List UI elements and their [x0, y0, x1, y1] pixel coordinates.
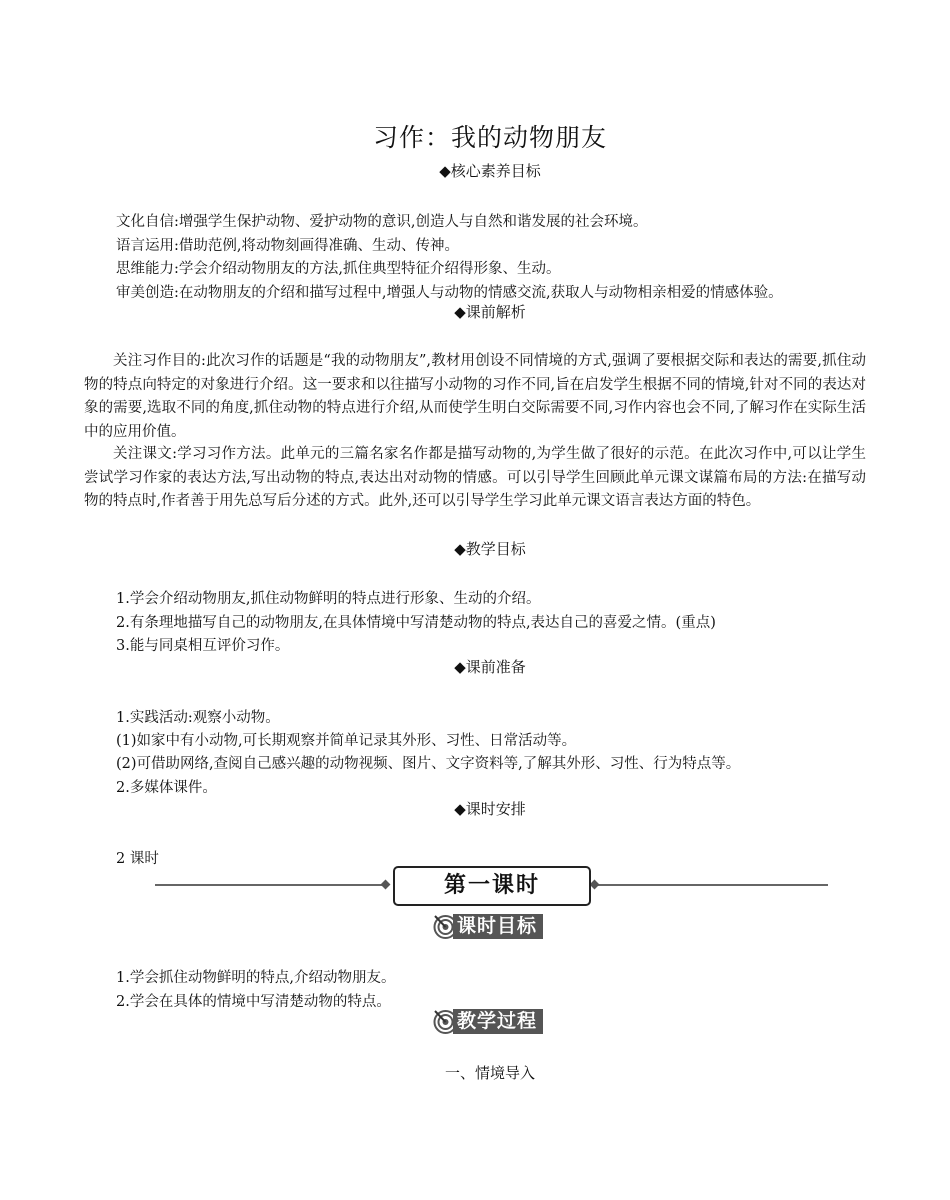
- badge-label: 课时目标: [453, 914, 543, 939]
- prep-line: (1)如家中有小动物,可长期观察并简单记录其外形、习性、日常活动等。: [116, 733, 577, 749]
- prep-line: (2)可借助网络,查阅自己感兴趣的动物视频、图片、文字资料等,了解其外形、习性、行为特点等。: [116, 756, 741, 772]
- banner-rule-left: [155, 884, 387, 886]
- lesson-goal-line: 1.学会抓住动物鲜明的特点,介绍动物朋友。: [116, 970, 396, 986]
- page-title: 习作：我的动物朋友: [372, 123, 607, 152]
- step-heading: 一、情境导入: [444, 1064, 535, 1082]
- analysis-paragraph: 关注习作目的:此次习作的话题是“我的动物朋友”,教材用创设不同情境的方式,强调了要根据交际和表达的需要,抓住动物的特点向特定的对象进行介绍。这一要求和以往描写小动物的习作不同,旨在启发学生根据不同的情境,针对不同的表达对象的需要,选取不同的角度,抓住动物的特点进行介绍,从而使学生明白交际需要不同,习作内容也会不同,了解习作在实际生活中的应用价值。: [84, 353, 866, 440]
- section-core-goals: ◆核心素养目标: [439, 162, 541, 180]
- schedule-text: 2 课时: [116, 851, 159, 867]
- analysis-paragraph: 关注课文:学习习作方法。此单元的三篇名家名作都是描写动物的,为学生做了很好的示范。在此次习作中,可以让学生尝试学习作家的表达方法,写出动物的特点,表达出对动物的情感。可以引导学生回顾此单元课文谋篇布局的方法:在描写动物的特点时,作者善于用先总写后分述的方式。此外,还可以引导学生学习此单元课文语言表达方面的特色。: [84, 446, 866, 509]
- goal-line: 1.学会介绍动物朋友,抓住动物鲜明的特点进行形象、生动的介绍。: [116, 591, 541, 607]
- goal-line: 2.有条理地描写自己的动物朋友,在具体情境中写清楚动物的特点,表达自己的喜爱之情。(重点): [116, 615, 716, 631]
- section-preparation: ◆课前准备: [454, 658, 526, 676]
- lesson-banner: 第一课时: [393, 866, 591, 906]
- banner-rule-right: [594, 884, 828, 886]
- section-pre-analysis: ◆课前解析: [454, 303, 526, 321]
- badge-teaching-process: [432, 1008, 543, 1035]
- badge-lesson-goals: [432, 913, 543, 940]
- banner-dot-right: [590, 880, 600, 890]
- core-line: 审美创造:在动物朋友的介绍和描写过程中,增强人与动物的情感交流,获取人与动物相亲相爱的情感体验。: [116, 285, 783, 301]
- core-line: 语言运用:借助范例,将动物刻画得准确、生动、传神。: [116, 238, 459, 254]
- section-teaching-goals: ◆教学目标: [454, 540, 526, 558]
- goal-line: 3.能与同桌相互评价习作。: [116, 638, 290, 654]
- core-line: 文化自信:增强学生保护动物、爱护动物的意识,创造人与自然和谐发展的社会环境。: [116, 214, 648, 230]
- badge-label: 教学过程: [453, 1009, 543, 1034]
- core-line: 思维能力:学会介绍动物朋友的方法,抓住典型特征介绍得形象、生动。: [116, 261, 561, 277]
- prep-line: 2.多媒体课件。: [116, 780, 217, 796]
- section-schedule: ◆课时安排: [454, 800, 526, 818]
- prep-line: 1.实践活动:观察小动物。: [116, 710, 280, 726]
- lesson-goal-line: 2.学会在具体的情境中写清楚动物的特点。: [116, 994, 391, 1010]
- banner-dot-left: [381, 880, 391, 890]
